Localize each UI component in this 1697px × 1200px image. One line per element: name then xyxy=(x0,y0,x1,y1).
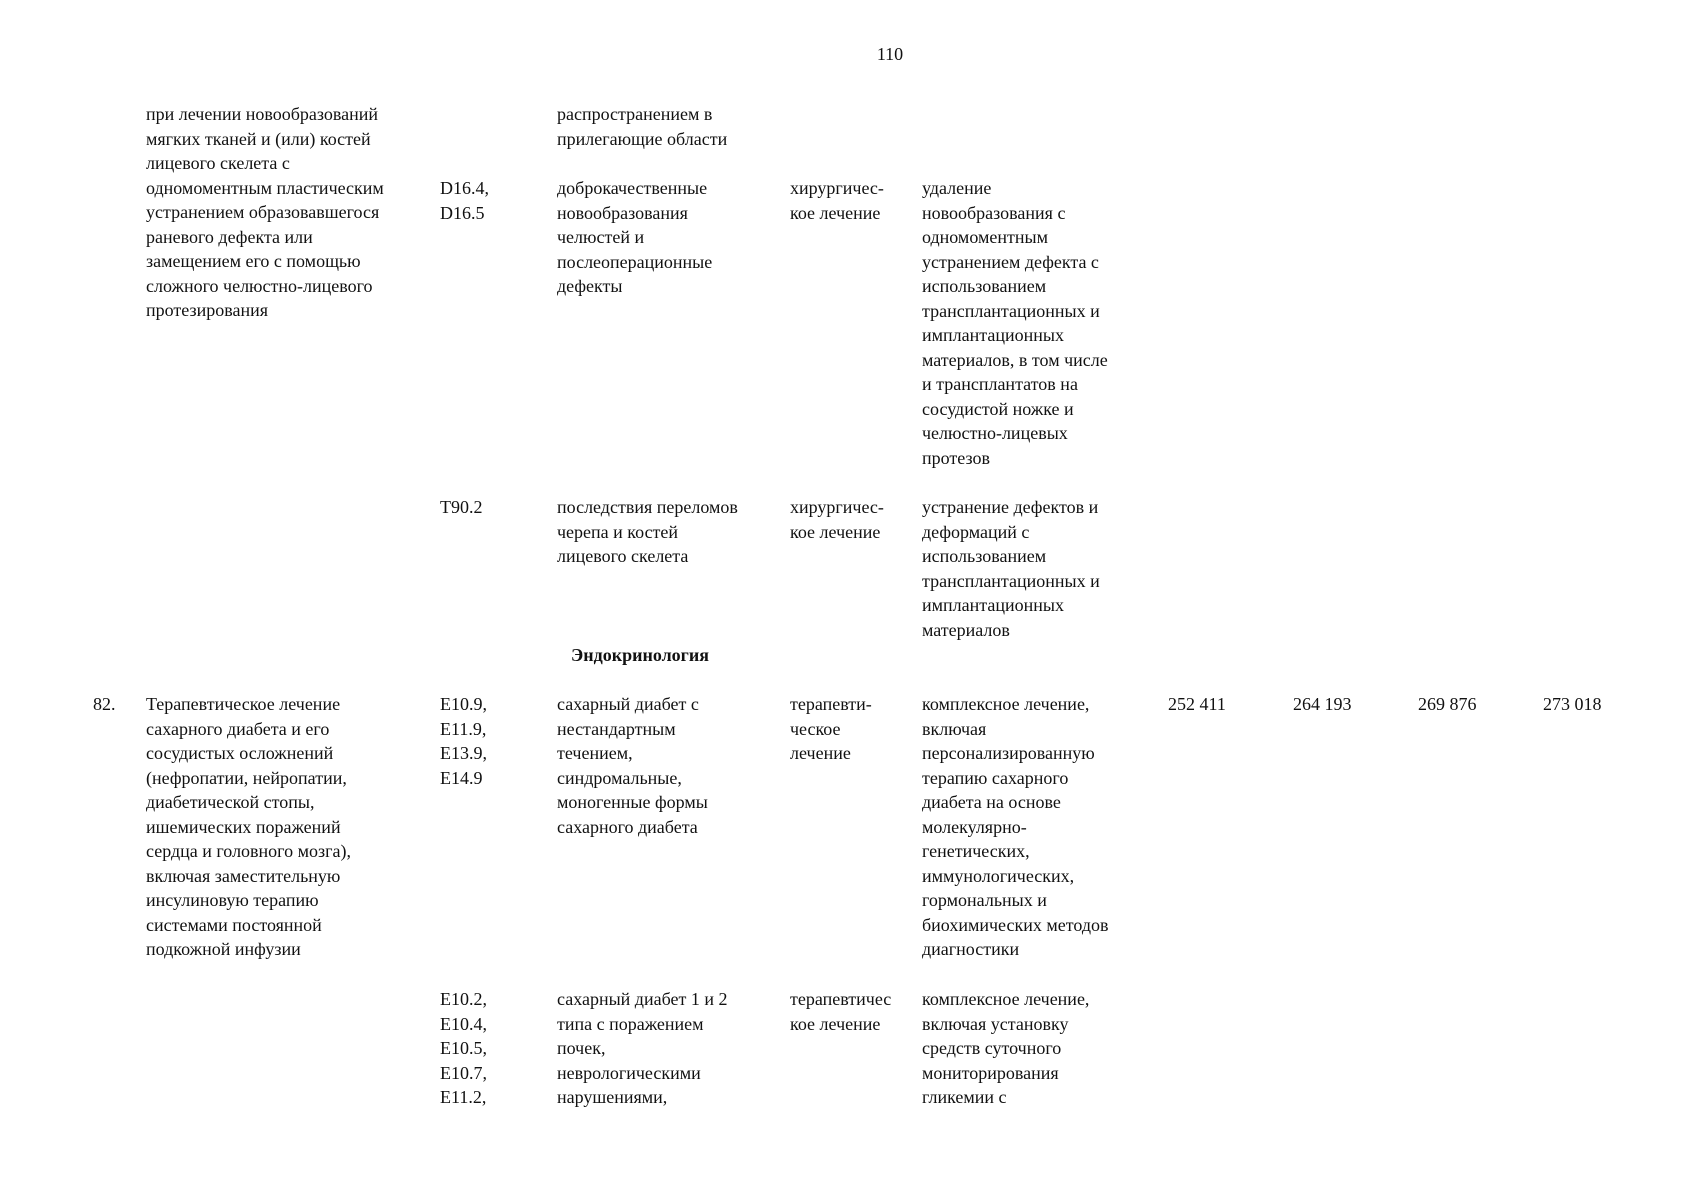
cell-treatment-method: устранение дефектов и деформаций с использованием трансплантационных и имплантационных материалов xyxy=(922,497,1100,640)
cell-patient-model: сахарный диабет с нестандартным течением, синдромальные, моногенные формы сахарного диабета xyxy=(557,694,708,837)
page-number: 110 xyxy=(876,44,904,64)
cell-treatment-type: хирургичес- кое лечение xyxy=(790,497,884,542)
cell-treatment-type: хирургичес- кое лечение xyxy=(790,178,884,223)
cell-row-number: 82. xyxy=(93,694,116,714)
cell-cost-4: 273 018 xyxy=(1543,694,1602,714)
cell-cost-1: 252 411 xyxy=(1168,694,1226,714)
cell-treatment-method: комплексное лечение, включая установку средств суточного мониторирования гликемии с xyxy=(922,989,1090,1107)
cell-treatment-type: терапевти- ческое лечение xyxy=(790,694,872,763)
cell-patient-model: последствия переломов черепа и костей лицевого скелета xyxy=(557,497,738,566)
section-heading: Эндокринология xyxy=(571,645,709,665)
cell-patient-model: распространением в прилегающие области xyxy=(557,104,728,149)
cell-treatment-method: удаление новообразования с одномоментным устранением дефекта с использованием трансплантационных и имплантационных материалов, в том числе и трансплантатов на сосудистой ножке и челюстно-лицевых протезов xyxy=(922,178,1108,468)
cell-care-name: при лечении новообразований мягких тканей и (или) костей лицевого скелета с одномоментным пластическим устранением образовавшегося раневого дефекта или замещением его с помощью сложного челюстно-лицевого протезирования xyxy=(146,104,384,320)
cell-patient-model: доброкачественные новообразования челюстей и послеоперационные дефекты xyxy=(557,178,713,296)
cell-treatment-type: терапевтичес кое лечение xyxy=(790,989,892,1034)
cell-patient-model: сахарный диабет 1 и 2 типа с поражением почек, неврологическими нарушениями, xyxy=(557,989,728,1107)
cell-icd-codes: T90.2 xyxy=(440,497,483,517)
cell-care-name: Терапевтическое лечение сахарного диабета и его сосудистых осложнений (нефропатии, нейропатии, диабетической стопы, ишемических поражений сердца и головного мозга), включая заместительную инсулиновую терапию системами постоянной подкожной инфузии xyxy=(146,694,351,959)
cell-treatment-method: комплексное лечение, включая персонализированную терапию сахарного диабета на основе молекулярно- генетических, иммунологических, гормональных и биохимических методов диагностики xyxy=(922,694,1109,959)
cell-icd-codes: D16.4, D16.5 xyxy=(440,178,489,223)
cell-cost-2: 264 193 xyxy=(1293,694,1352,714)
cell-cost-3: 269 876 xyxy=(1418,694,1477,714)
cell-icd-codes: E10.9, E11.9, E13.9, E14.9 xyxy=(440,694,487,788)
cell-icd-codes: E10.2, E10.4, E10.5, E10.7, E11.2, xyxy=(440,989,487,1107)
